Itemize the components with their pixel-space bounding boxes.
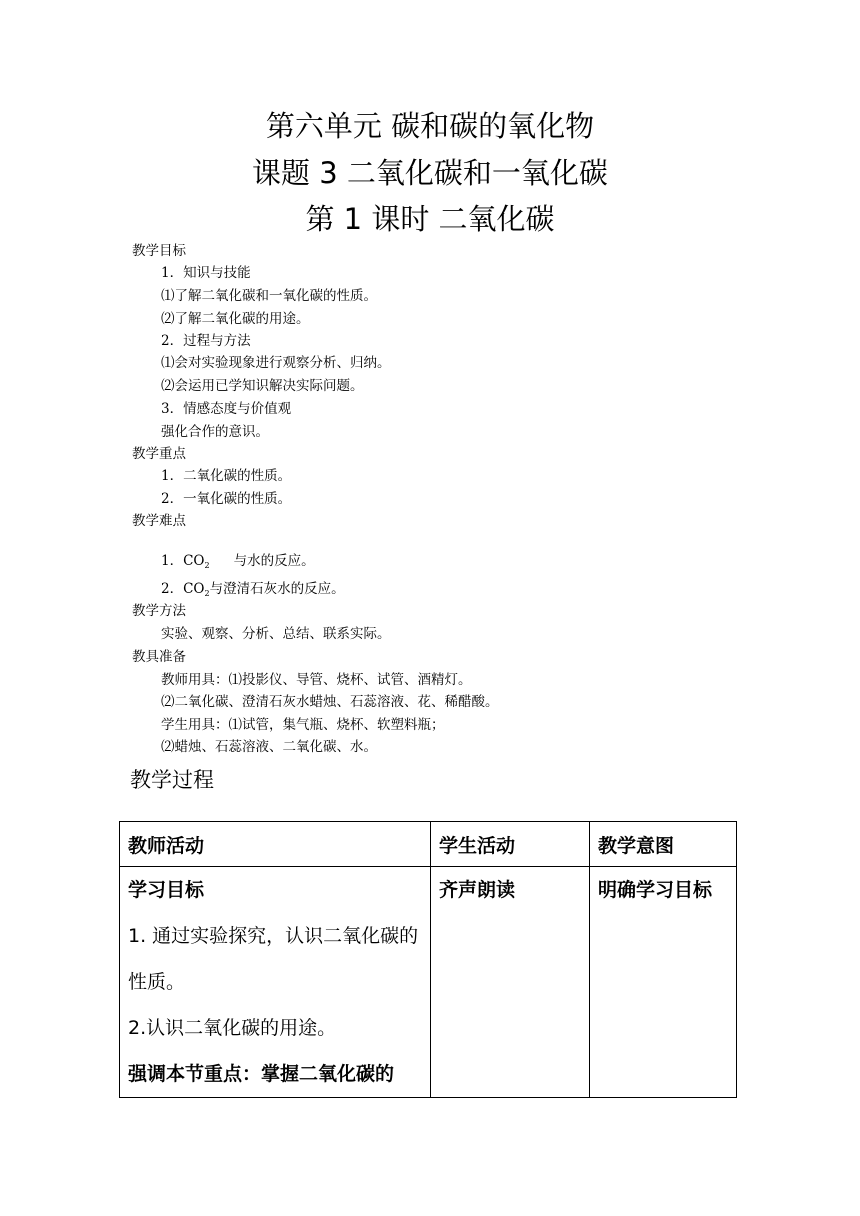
header-intent: 教学意图	[590, 822, 737, 867]
intent-text: 明确学习目标	[598, 879, 713, 901]
methods-item: 实验、观察、分析、总结、联系实际。	[161, 626, 391, 642]
difficulties-heading: 教学难点	[132, 513, 186, 529]
key-points-heading: 教学重点	[132, 446, 186, 462]
header-student-activity: 学生活动	[431, 822, 590, 867]
teacher-cell-line-4: 强调本节重点：掌握二氧化碳的	[128, 1063, 395, 1085]
teacher-cell-line-3: 2.认识二氧化碳的用途。	[128, 1017, 337, 1039]
teacher-materials-1: 教师用具：⑴投影仪、导管、烧杯、试管、酒精灯。	[161, 672, 472, 688]
difficulty-1-prefix: 1．CO	[161, 553, 205, 569]
knowledge-item-1: ⑴了解二氧化碳和一氧化碳的性质。	[161, 288, 377, 304]
teacher-cell-line-1: 1. 通过实验探究，认识二氧化碳的	[128, 925, 419, 947]
lesson-title: 第 1 课时 二氧化碳	[305, 202, 555, 236]
student-materials-1: 学生用具：⑴试管，集气瓶、烧杯、软塑料瓶；	[161, 717, 445, 733]
teacher-activity-cell	[120, 867, 431, 1098]
process-item-1: ⑴会对实验现象进行观察分析、归纳。	[161, 355, 391, 371]
difficulty-1	[161, 552, 315, 575]
difficulty-1-subscript: 2	[204, 561, 210, 570]
student-materials-2: ⑵蜡烛、石蕊溶液、二氧化碳、水。	[161, 739, 377, 755]
difficulty-1-suffix: 与水的反应。	[233, 553, 315, 569]
attitude-heading: 3．情感态度与价值观	[161, 401, 292, 417]
student-activity-cell	[431, 867, 590, 1098]
key-point-1: 1．二氧化碳的性质。	[161, 468, 292, 484]
teacher-cell-line-2: 性质。	[128, 971, 186, 993]
objectives-heading: 教学目标	[132, 243, 186, 259]
header-teacher-activity: 教师活动	[120, 822, 431, 867]
student-activity-text: 齐声朗读	[439, 879, 516, 901]
intent-cell	[590, 867, 737, 1098]
difficulty-2-prefix: 2．CO	[161, 581, 205, 597]
difficulty-2	[161, 580, 345, 603]
knowledge-item-2: ⑵了解二氧化碳的用途。	[161, 311, 310, 327]
unit-title: 第六单元 碳和碳的氧化物	[265, 109, 595, 143]
teacher-materials-2: ⑵二氧化碳、澄清石灰水蜡烛、石蕊溶液、花、稀醋酸。	[161, 694, 499, 710]
table-header-row	[120, 822, 737, 867]
process-heading: 教学过程	[130, 768, 214, 792]
lesson-table	[119, 821, 737, 1098]
process-methods-heading: 2．过程与方法	[161, 333, 251, 349]
difficulty-2-subscript: 2	[204, 589, 210, 598]
table-row	[120, 867, 737, 1098]
teacher-cell-title: 学习目标	[128, 879, 205, 901]
materials-heading: 教具准备	[132, 649, 186, 665]
topic-title: 课题 3 二氧化碳和一氧化碳	[252, 156, 608, 190]
methods-heading: 教学方法	[132, 603, 186, 619]
difficulty-2-suffix: 与澄清石灰水的反应。	[209, 581, 345, 597]
knowledge-skills-heading: 1．知识与技能	[161, 265, 251, 281]
attitude-item-1: 强化合作的意识。	[161, 424, 269, 440]
key-point-2: 2．一氧化碳的性质。	[161, 491, 292, 507]
process-item-2: ⑵会运用已学知识解决实际问题。	[161, 378, 364, 394]
